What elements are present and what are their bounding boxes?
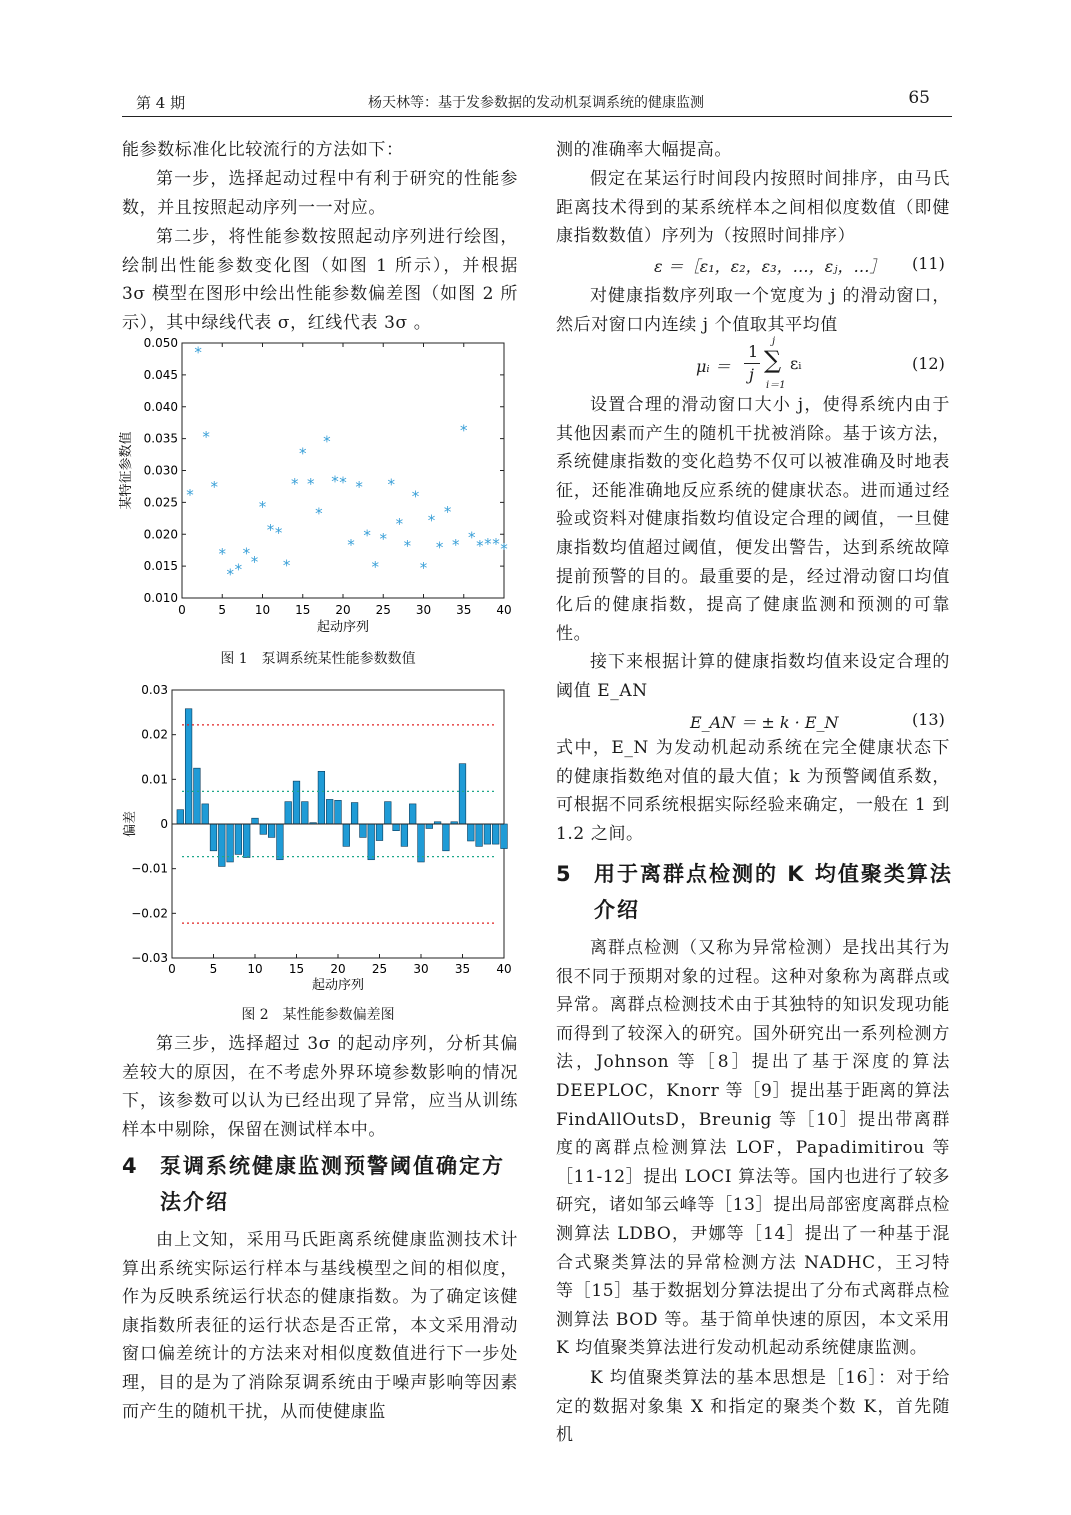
equation-11: ε ＝［ε₁，ε₂，ε₃，…，εⱼ，…］ <box>654 257 886 276</box>
bar <box>243 824 250 858</box>
bar <box>393 824 400 831</box>
data-point: * <box>484 534 492 553</box>
bar <box>376 824 383 841</box>
data-point: * <box>266 520 275 539</box>
bar <box>301 802 308 824</box>
data-point: * <box>419 559 428 578</box>
bar <box>401 824 408 846</box>
x-tick-label: 15 <box>288 962 305 976</box>
bar <box>318 771 325 824</box>
x-tick-label: 15 <box>295 603 311 617</box>
figure-2-caption: 图 2 某性能参数偏差图 <box>241 1007 395 1023</box>
data-point: * <box>492 534 500 553</box>
right-paragraph-2: 假定在某运行时间段内按照时间排序，由马氏距离技术得到的某系统样本之间相似度数值（即健康指数数值）序列为（按照时间排序） <box>556 169 950 247</box>
data-point: * <box>315 504 323 523</box>
y-tick-label: −0.01 <box>131 861 168 876</box>
bar <box>194 768 201 824</box>
x-tick-label: 0 <box>178 603 186 617</box>
data-point: * <box>451 536 460 555</box>
y-tick-label: 0.010 <box>143 591 178 605</box>
data-point: * <box>210 478 218 497</box>
bar <box>202 804 209 824</box>
data-point: * <box>250 552 259 571</box>
bar <box>384 802 391 824</box>
bar <box>476 824 483 846</box>
eq12-sum-top: j <box>772 336 776 347</box>
eq12-lhs: μᵢ ＝ <box>696 357 731 376</box>
bar <box>351 803 358 824</box>
left-paragraph-1: 能参数标准化比较流行的方法如下： <box>122 140 404 160</box>
bar <box>252 818 259 824</box>
bar <box>185 709 192 824</box>
data-point: * <box>411 487 420 506</box>
data-point: * <box>274 524 283 543</box>
x-tick-label: 30 <box>413 962 429 976</box>
right-paragraph-3: 对健康指数序列取一个宽度为 j 的滑动窗口，然后对窗口内连续 j 个值取其平均值 <box>556 286 950 335</box>
data-point: * <box>363 526 371 545</box>
plot-frame <box>182 343 504 598</box>
section-5-title: 用于离群点检测的 K 均值聚类算法介绍 <box>594 862 953 922</box>
bar <box>426 824 433 828</box>
eq12-term: εᵢ <box>790 354 802 373</box>
running-title: 杨天林等：基于发参数据的发动机泵调系统的健康监测 <box>368 95 704 111</box>
x-tick-label: 10 <box>247 962 263 976</box>
bar <box>484 824 491 844</box>
bar <box>501 824 508 849</box>
x-tick-label: 10 <box>254 603 271 617</box>
y-tick-label: 0.01 <box>141 772 168 787</box>
y-tick-label: 0 <box>160 817 168 831</box>
y-tick-label: −0.03 <box>131 951 168 965</box>
section-4-number: 4 <box>122 1154 137 1178</box>
bar <box>335 800 342 824</box>
x-axis-label: 起动序列 <box>316 620 370 635</box>
x-tick-label: 25 <box>375 603 391 617</box>
page-number: 65 <box>908 88 930 108</box>
y-tick-label: 0.030 <box>143 463 178 478</box>
equation-13-number: (13) <box>912 710 945 729</box>
eq12-fraction-denominator: j <box>749 365 754 384</box>
data-point: * <box>435 538 444 557</box>
right-paragraph-1: 测的准确率大幅提高。 <box>556 140 732 160</box>
section-4-title: 泵调系统健康监测预警阈值确定方法介绍 <box>160 1154 505 1214</box>
right-paragraph-6: 式中，E_N 为发动机起动系统在完全健康状态下的健康指数绝对值的最大值；k 为预警阈值系数，可根据不同系统根据实际经验来确定，一般在 1 到 1.2 之间。 <box>556 738 950 844</box>
header-rule <box>122 116 952 117</box>
bar <box>492 824 499 844</box>
bar <box>293 781 300 824</box>
y-tick-label: −0.02 <box>131 906 168 921</box>
issue-number: 第 4 期 <box>136 94 186 112</box>
y-axis-label: 偏差 <box>123 810 138 838</box>
y-tick-label: 0.040 <box>143 399 178 414</box>
data-point: * <box>258 497 267 516</box>
data-point: * <box>500 540 508 558</box>
bar <box>235 824 242 854</box>
left-paragraph-3: 第二步，将性能参数按照起动序列进行绘图，绘制出性能参数变化图（如图 1 所示），并根据 3σ 模型在图形中绘出性能参数偏差图（如图 2 所示），其中绿线代表 σ，红线代表 3σ 。 <box>122 227 518 333</box>
y-tick-label: 0.025 <box>143 495 178 510</box>
equation-13: E_AN ＝ ± k · E_N <box>690 713 839 732</box>
data-point: * <box>476 536 484 555</box>
right-paragraph-7: 离群点检测（又称为异常检测）是找出其行为很不同于预期对象的过程。这种对象称为离群点或异常。离群点检测技术由于其独特的知识发现功能而得到了较深入的研究。国外研究出一系列检测方法，Johnson 等［8］提出了基于深度的算法 DEEPLOC，Knorr 等［9］提出基于距离的算法 FindAllOutsD，Breunig 等［10］提出带离群度的离群点检测算法 LOF，Papadimitirou 等［11-12］提出 LOCI 算法等。国内也进行了较多研究，诸如邹云峰等［13］提出局部密度离群点检测算法 LDBO，尹娜等［14］提出了一种基于混合式聚类算法的异常检测方法 NADHC，王习特等［15］基于数据划分算法提出了分布式离群点检测算法 BOD 等。基于简单快速的原因，本文采用 K 均值聚类算法进行发动机起动系统健康监测。 <box>556 938 950 1359</box>
data-point: * <box>202 427 210 446</box>
right-paragraph-8: K 均值聚类算法的基本思想是［16］：对于给定的数据对象集 X 和指定的聚类个数 K，首先随机 <box>556 1368 950 1446</box>
data-point: * <box>355 478 363 497</box>
y-tick-label: 0.050 <box>143 336 178 350</box>
eq12-sum-sign: ∑ <box>764 346 782 374</box>
y-tick-label: 0.045 <box>143 367 178 382</box>
bar <box>268 824 275 837</box>
data-point: * <box>226 565 235 584</box>
eq12-fraction-numerator: 1 <box>748 342 759 361</box>
eq12-fraction-bar <box>744 363 760 364</box>
data-point: * <box>290 474 299 493</box>
section-5-number: 5 <box>556 862 571 886</box>
x-tick-label: 25 <box>371 962 388 976</box>
y-axis-label: 某特征参数值 <box>119 431 134 510</box>
data-point: * <box>323 432 331 451</box>
data-point: * <box>194 343 202 362</box>
x-tick-label: 40 <box>496 962 512 976</box>
x-tick-label: 5 <box>218 603 227 617</box>
data-point: * <box>443 503 452 522</box>
x-tick-label: 0 <box>168 962 176 976</box>
bar <box>467 824 474 841</box>
data-point: * <box>379 529 387 548</box>
data-point: * <box>403 536 412 555</box>
x-tick-label: 35 <box>454 962 471 976</box>
data-point: * <box>387 475 396 494</box>
bar <box>343 824 350 846</box>
equation-12 <box>696 336 816 391</box>
section-5-heading <box>556 856 956 930</box>
data-point: * <box>331 472 339 491</box>
data-point: * <box>282 556 291 575</box>
x-tick-label: 35 <box>456 603 472 617</box>
bar <box>177 810 184 824</box>
left-paragraph-5: 由上文知，采用马氏距离系统健康监测技术计算出系统实际运行样本与基线模型之间的相似度，作为反映系统运行状态的健康指数。为了确定该健康指数所表征的运行状态是否正常，本文采用滑动窗口偏差统计的方法来对相似度数值进行下一步处理，目的是为了消除泵调系统由于噪声影响等因素而产生的随机干扰，从而使健康监 <box>122 1230 518 1422</box>
right-paragraph-4: 设置合理的滑动窗口大小 j，使得系统内由于其他因素而产生的随机干扰被消除。基于该方法，系统健康指数的变化趋势不仅可以被准确及时地表征，还能准确地反应系统的健康状态。进而通过经验或资料对健康指数均值设定合理的阈值，一旦健康指数均值超过阈值，便发出警告，达到系统故障提前预警的目的。最重要的是，经过滑动窗口均值化后的健康指数，提高了健康监测和预测的可靠性。 <box>556 395 950 644</box>
y-tick-label: 0.03 <box>141 683 168 697</box>
bar <box>260 824 267 834</box>
data-point: * <box>339 473 347 492</box>
bar <box>285 802 292 824</box>
equation-12-number: (12) <box>912 354 945 373</box>
x-axis-label: 起动序列 <box>311 978 365 993</box>
left-paragraph-2: 第一步，选择起动过程中有利于研究的性能参数，并且按照起动序列一一对应。 <box>122 169 518 218</box>
y-tick-label: 0.02 <box>141 727 168 742</box>
data-point: * <box>468 528 476 547</box>
figure-2-bar-chart <box>112 682 522 994</box>
running-header <box>122 88 950 116</box>
x-tick-label: 20 <box>330 962 346 976</box>
data-point: * <box>427 511 436 530</box>
figure-1-caption: 图 1 泵调系统某性能参数数值 <box>220 651 416 667</box>
data-point: * <box>307 474 315 493</box>
data-point: * <box>186 485 194 504</box>
right-paragraph-5: 接下来根据计算的健康指数均值来设定合理的阈值 E_AN <box>556 652 950 701</box>
data-point: * <box>234 560 243 579</box>
y-tick-label: 0.020 <box>143 527 178 542</box>
x-tick-label: 30 <box>415 603 432 617</box>
x-tick-label: 20 <box>335 603 351 617</box>
bar <box>443 824 450 851</box>
equation-11-number: (11) <box>912 254 945 273</box>
bar <box>360 824 367 837</box>
data-point: * <box>347 536 355 555</box>
data-point: * <box>299 444 307 463</box>
bar <box>326 799 333 824</box>
bar <box>368 824 375 860</box>
bar <box>277 824 284 860</box>
bar <box>210 824 217 851</box>
data-point: * <box>218 545 226 564</box>
bar <box>459 764 466 824</box>
data-point: * <box>371 557 379 576</box>
section-4-heading <box>122 1148 522 1222</box>
bar <box>218 824 225 866</box>
data-point: * <box>395 515 404 534</box>
x-tick-label: 40 <box>496 603 512 617</box>
figure-1-scatter-chart <box>112 334 522 639</box>
y-tick-label: 0.035 <box>143 431 178 446</box>
y-tick-label: 0.015 <box>143 559 178 574</box>
left-paragraph-4: 第三步，选择超过 3σ 的起动序列，分析其偏差较大的原因，在不考虑外界环境参数影响的情况下，该参数可以认为已经出现了异常，应当从训练样本中剔除，保留在测试样本中。 <box>122 1034 518 1140</box>
eq12-sum-bottom: i＝1 <box>766 380 786 391</box>
data-point: * <box>242 544 251 563</box>
bar <box>409 804 416 824</box>
data-point: * <box>460 421 468 440</box>
x-tick-label: 5 <box>209 962 218 976</box>
